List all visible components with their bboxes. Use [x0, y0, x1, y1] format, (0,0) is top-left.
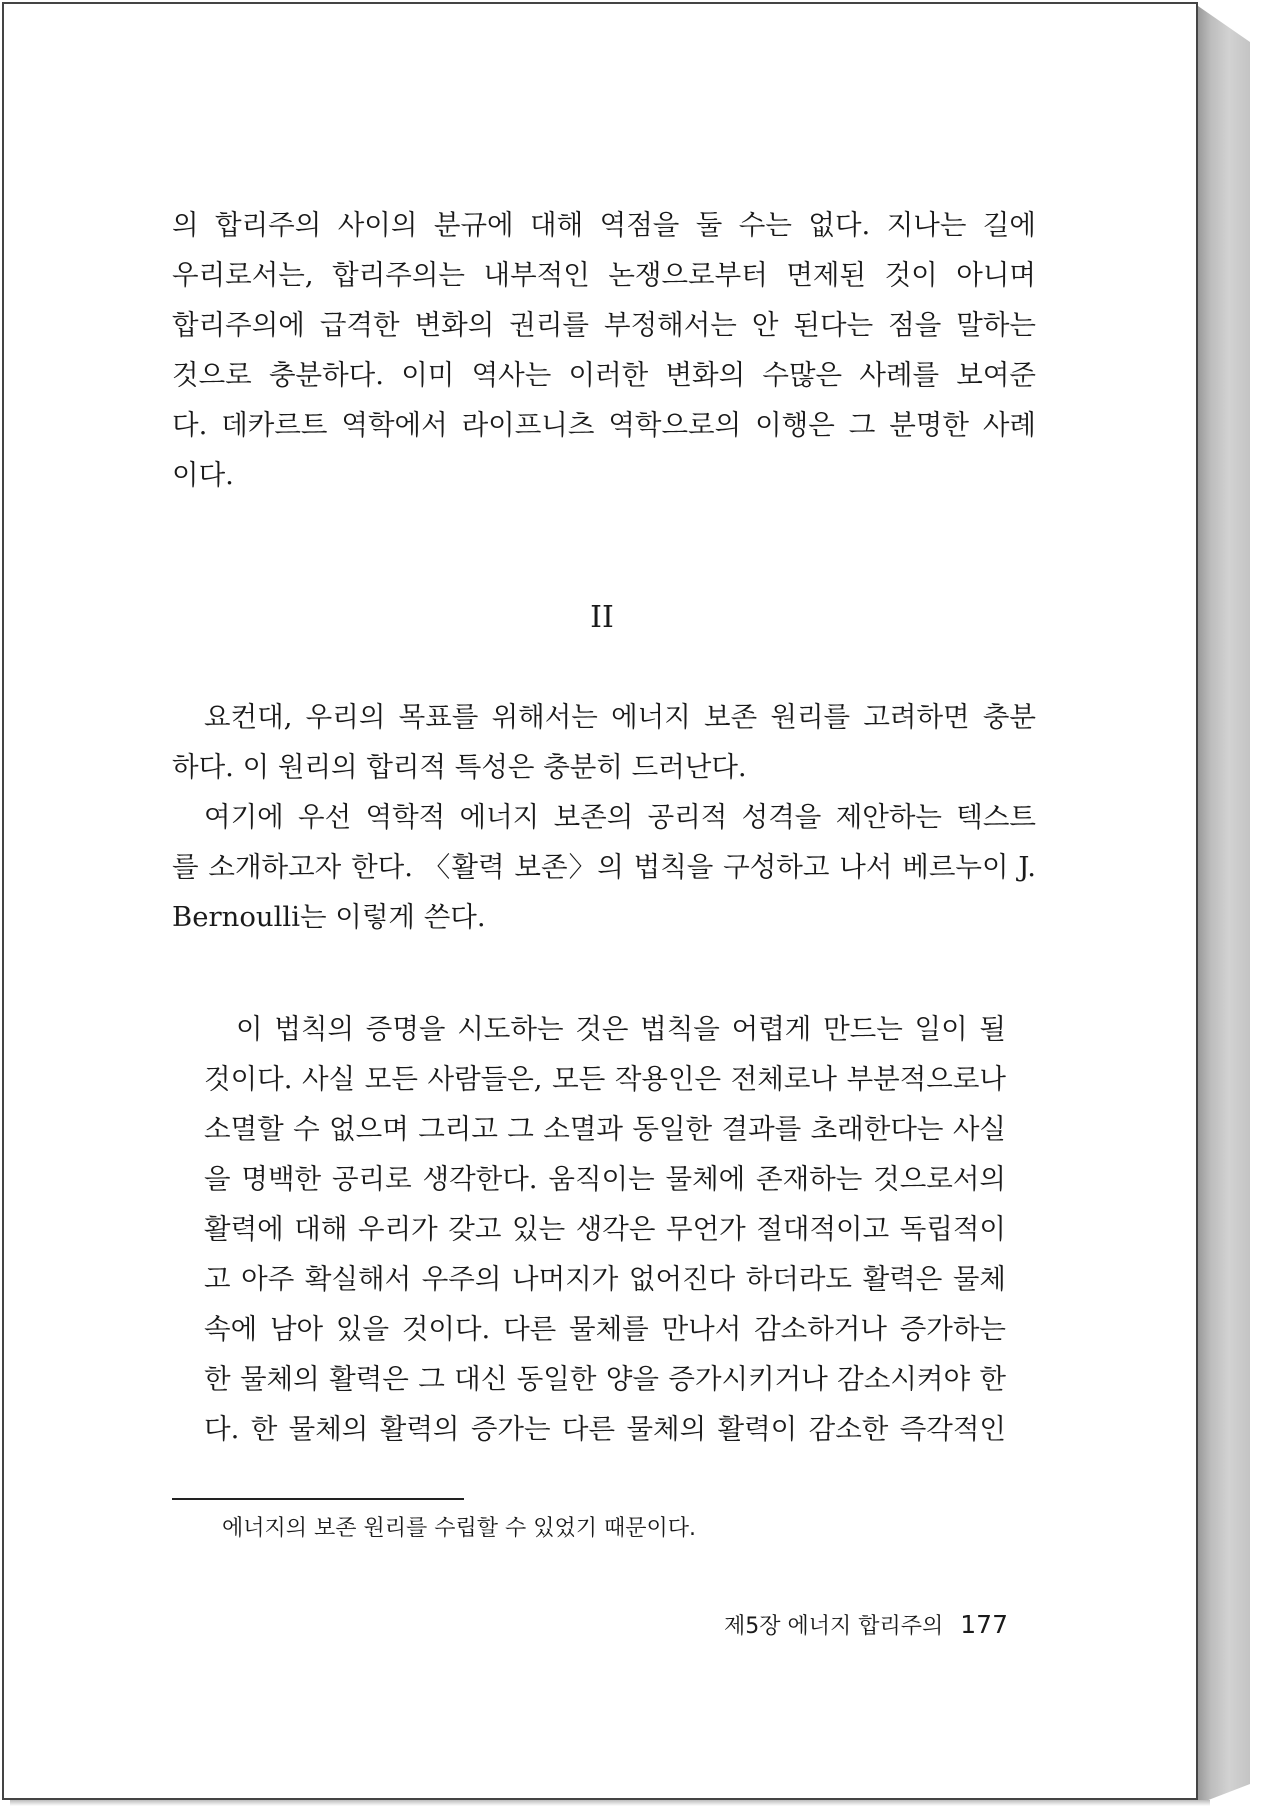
section-heading-numeral: II: [590, 600, 614, 635]
text-line: 요컨대, 우리의 목표를 위해서는 에너지 보존 원리를 고려하면 충분: [204, 701, 1036, 733]
footnote-text: 에너지의 보존 원리를 수립할 수 있었기 때문이다.: [222, 1516, 696, 1541]
text-line: 이 법칙의 증명을 시도하는 것은 법칙을 어렵게 만드는 일이 될: [236, 1013, 1006, 1045]
text-line: 이다.: [172, 459, 234, 491]
chapter-title: 제5장 에너지 합리주의: [724, 1614, 944, 1639]
text-line: 것이다. 사실 모든 사람들은, 모든 작용인은 전체로나 부분적으로나: [204, 1063, 1006, 1095]
book-page: [2, 2, 1198, 1800]
text-line: 을 명백한 공리로 생각한다. 움직이는 물체에 존재하는 것으로서의: [204, 1163, 1006, 1195]
page-number: 177: [960, 1610, 1008, 1639]
text-line: Bernoulli는 이렇게 쓴다.: [172, 901, 486, 933]
text-line: 하다. 이 원리의 합리적 특성은 충분히 드러난다.: [172, 751, 747, 783]
text-line: 우리로서는, 합리주의는 내부적인 논쟁으로부터 면제된 것이 아니며: [172, 259, 1036, 291]
text-line: 합리주의에 급격한 변화의 권리를 부정해서는 안 된다는 점을 말하는: [172, 309, 1036, 341]
body-paragraphs: [172, 692, 1036, 942]
text-line: 것으로 충분하다. 이미 역사는 이러한 변화의 수많은 사례를 보여준: [172, 359, 1036, 391]
text-line: 활력에 대해 우리가 갖고 있는 생각은 무언가 절대적이고 독립적이: [204, 1213, 1006, 1245]
page-block-edge: [1198, 6, 1250, 1804]
text-line: 한 물체의 활력은 그 대신 동일한 양을 증가시키거나 감소시켜야 한: [204, 1363, 1006, 1395]
text-line: 다. 데카르트 역학에서 라이프니츠 역학으로의 이행은 그 분명한 사례: [172, 409, 1036, 441]
text-line: 를 소개하고자 한다. 〈활력 보존〉의 법칙을 구성하고 나서 베르누이 J.: [172, 851, 1036, 883]
text-line: 의 합리주의 사이의 분규에 대해 역점을 둘 수는 없다. 지나는 길에: [172, 209, 1036, 241]
text-line: 속에 남아 있을 것이다. 다른 물체를 만나서 감소하거나 증가하는: [204, 1313, 1006, 1345]
text-line: 소멸할 수 없으며 그리고 그 소멸과 동일한 결과를 초래한다는 사실: [204, 1113, 1006, 1145]
paragraph-continued: [172, 200, 1036, 500]
text-line: 다. 한 물체의 활력의 증가는 다른 물체의 활력이 감소한 즉각적인: [204, 1413, 1006, 1445]
block-quote: [204, 1004, 1006, 1454]
text-line: 여기에 우선 역학적 에너지 보존의 공리적 성격을 제안하는 텍스트: [204, 801, 1036, 833]
text-line: 고 아주 확실해서 우주의 나머지가 없어진다 하더라도 활력은 물체: [204, 1263, 1006, 1295]
running-footer: [644, 1605, 1008, 1647]
footnote-divider: [172, 1498, 464, 1500]
page-shadow: [10, 1800, 1210, 1806]
